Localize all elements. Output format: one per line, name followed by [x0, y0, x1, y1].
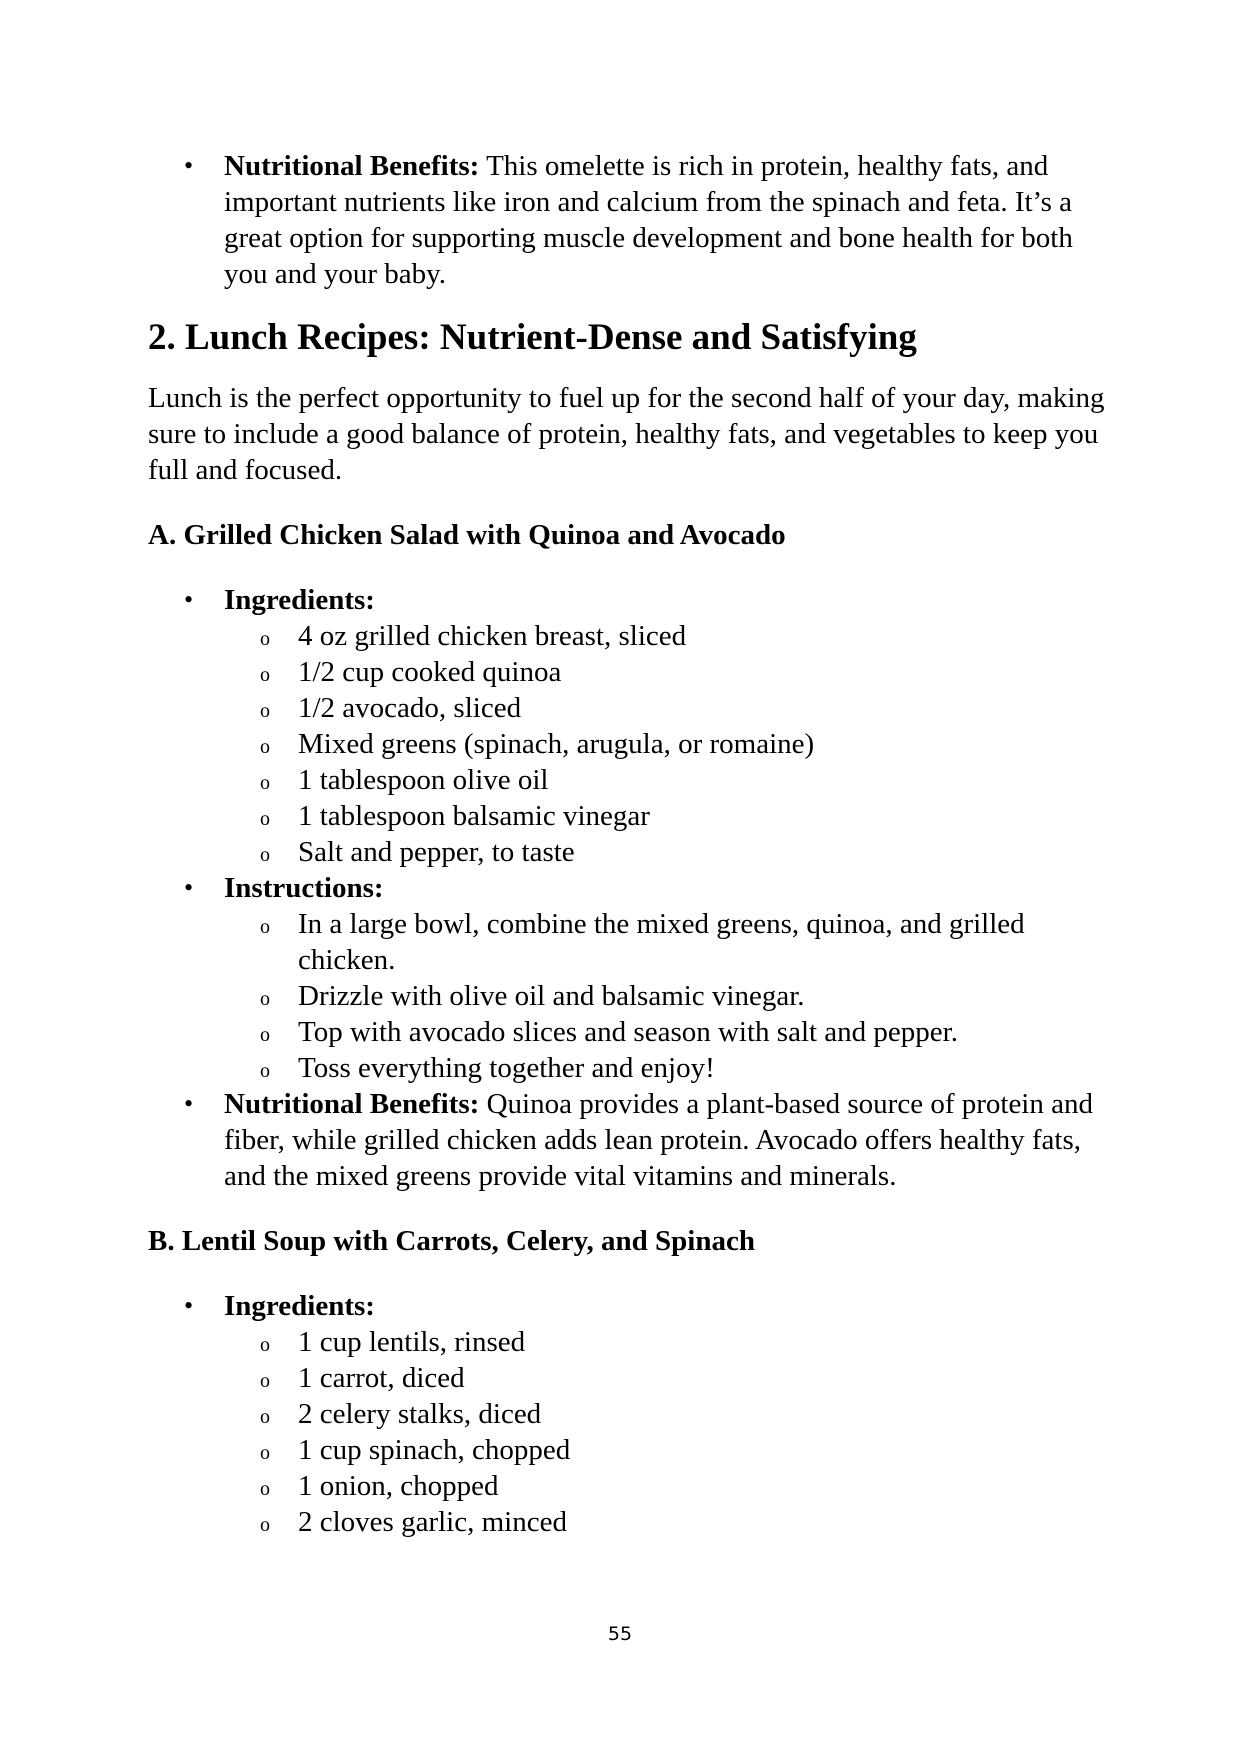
bullet-text: This omelette is rich in protein, healthy fats, and important nutrients like iron and calcium from the spinach and feta. It’s a great option for supporting muscle development and bone health for both you and your baby. — [224, 150, 1073, 290]
ingredient-item: o 1 tablespoon balsamic vinegar — [224, 798, 1108, 834]
page-content — [148, 148, 1108, 1540]
recipe-a-ingredients-item — [148, 582, 1108, 870]
instruction-step: o Toss everything together and enjoy! — [224, 1050, 1108, 1086]
recipe-a-list — [148, 582, 1108, 1194]
ingredient-item: o 1 onion, chopped — [224, 1468, 1108, 1504]
recipe-a-ingredients-list — [224, 618, 1108, 870]
ingredients-label: Ingredients: — [224, 1290, 375, 1322]
recipe-a-instructions-item — [148, 870, 1108, 1086]
instruction-step: o In a large bowl, combine the mixed greens, quinoa, and grilled chicken. — [224, 906, 1108, 978]
instruction-step: o Top with avocado slices and season with salt and pepper. — [224, 1014, 1108, 1050]
ingredient-item: o 1 tablespoon olive oil — [224, 762, 1108, 798]
section-intro-paragraph: Lunch is the perfect opportunity to fuel up for the second half of your day, making sure to include a good balance of protein, healthy fats, and vegetables to keep you full and focused. — [148, 382, 1105, 486]
ingredients-label: Ingredients: — [224, 584, 375, 616]
recipe-b-title: B. Lentil Soup with Carrots, Celery, and Spinach — [148, 1225, 755, 1257]
section-heading: 2. Lunch Recipes: Nutrient-Dense and Satisfying — [148, 317, 917, 358]
ingredient-item: o 1/2 avocado, sliced — [224, 690, 1108, 726]
recipe-a-title: A. Grilled Chicken Salad with Quinoa and Avocado — [148, 519, 786, 551]
recipe-a-benefits-item — [148, 1086, 1108, 1194]
recipe-a-instructions-list — [224, 906, 1108, 1086]
instruction-step: o Drizzle with olive oil and balsamic vinegar. — [224, 978, 1108, 1014]
ingredient-item: o Mixed greens (spinach, arugula, or romaine) — [224, 726, 1108, 762]
benefits-label: Nutritional Benefits: — [224, 1088, 480, 1120]
ingredient-item: o 1 carrot, diced — [224, 1360, 1108, 1396]
page-number: 55 — [607, 1623, 633, 1645]
benefits-text: Quinoa provides a plant-based source of protein and fiber, while grilled chicken adds lean protein. Avocado offers healthy fats, and the mixed greens provide vital vitamins and minerals. — [224, 1088, 1093, 1192]
ingredient-item: o 1 cup spinach, chopped — [224, 1432, 1108, 1468]
bullet-label: Nutritional Benefits: — [224, 150, 480, 182]
ingredient-item: o 2 cloves garlic, minced — [224, 1504, 1108, 1540]
ingredient-item: o 4 oz grilled chicken breast, sliced — [224, 618, 1108, 654]
recipe-b-ingredients-list — [224, 1324, 1108, 1540]
ingredient-item: o Salt and pepper, to taste — [224, 834, 1108, 870]
ingredient-item: o 1/2 cup cooked quinoa — [224, 654, 1108, 690]
ingredient-item: o 2 celery stalks, diced — [224, 1396, 1108, 1432]
ingredient-item: o 1 cup lentils, rinsed — [224, 1324, 1108, 1360]
top-bullet-list — [148, 148, 1108, 292]
recipe-b-ingredients-item — [148, 1288, 1108, 1540]
instructions-label: Instructions: — [224, 872, 384, 904]
nutritional-benefits-item — [148, 148, 1108, 292]
recipe-b-list — [148, 1288, 1108, 1540]
